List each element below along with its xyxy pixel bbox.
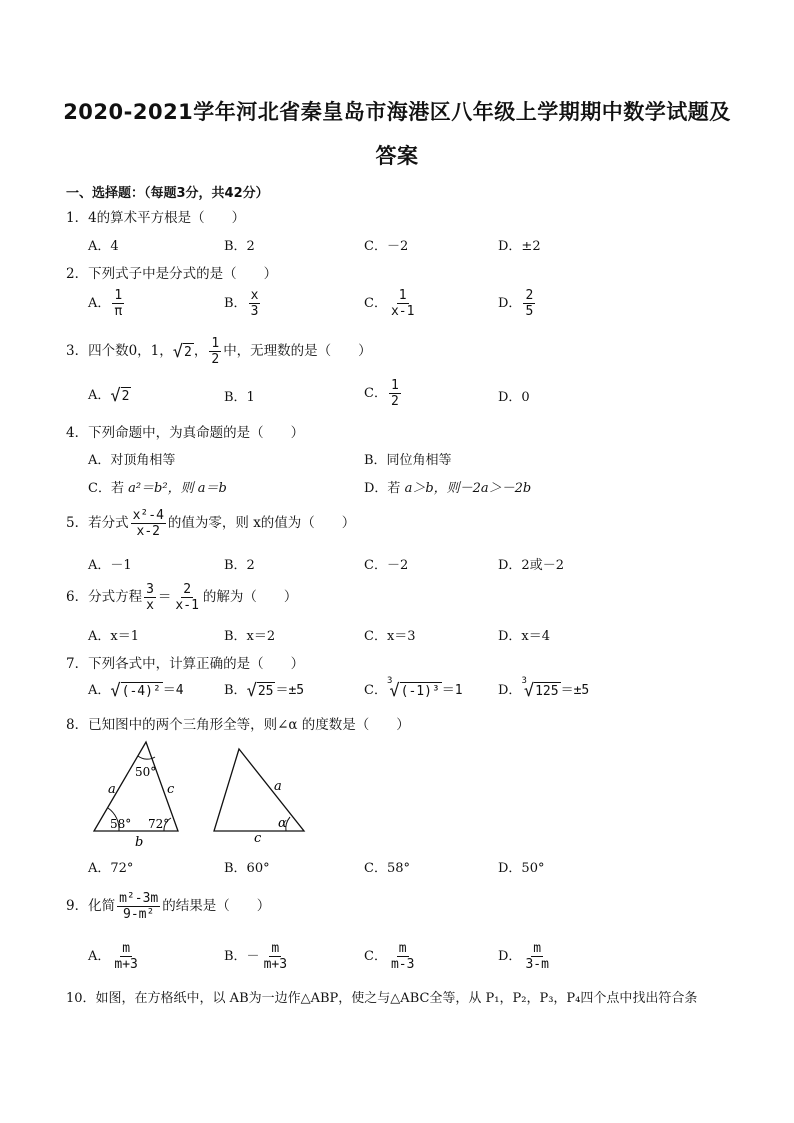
radicand: 25 [257, 683, 274, 699]
stem-text: 中，无理数的是（ ） [223, 343, 372, 359]
result: ＝1 [441, 683, 463, 698]
option-label: B． [224, 296, 247, 311]
denominator: 9-m² [123, 907, 155, 922]
q9-option-c [364, 941, 418, 972]
expression: a²＝b²，则 a＝b [128, 481, 227, 496]
q4-option-d [364, 477, 531, 496]
q8-option-b: B．60° [224, 861, 270, 876]
question-6-stem [66, 582, 297, 613]
fraction [389, 941, 416, 972]
q9-option-a [88, 941, 142, 972]
side-label-a: a [108, 782, 116, 797]
fraction [389, 378, 401, 409]
q3-option-c [364, 378, 403, 409]
q8-option-a: A．72° [88, 861, 134, 876]
option-label: D． [498, 296, 522, 311]
root-index: 3 [386, 675, 393, 686]
q5-option-b: B．2 [224, 558, 255, 573]
denominator: 2 [390, 394, 399, 409]
fraction [173, 582, 200, 613]
radicand: (-4)² [121, 683, 161, 699]
numerator: m [398, 941, 407, 956]
option-label: C． [364, 386, 387, 401]
denominator: 3-m [525, 957, 549, 972]
stem-text: 的值为零，则 x的值为（ ） [167, 515, 356, 531]
question-3-stem [66, 336, 372, 367]
numerator: 1 [390, 378, 399, 393]
section-heading: 一、选择题：（每题3分，共42分） [66, 186, 269, 201]
sqrt-expression: √ 2 [172, 341, 192, 362]
fraction [389, 288, 416, 319]
q4-option-b: B．同位角相等 [364, 453, 452, 468]
fraction [209, 336, 221, 367]
side-label-a: a [274, 779, 282, 794]
equals-sign: ＝ [157, 589, 172, 605]
option-label: A． [88, 296, 111, 311]
numerator: m²-3m [119, 891, 159, 906]
stem-text: 的解为（ ） [202, 589, 298, 605]
sqrt-expression: √ (-4)² [110, 680, 161, 701]
denominator: x-1 [390, 304, 415, 319]
angle-alpha-label: α [278, 816, 287, 831]
fraction [523, 941, 550, 972]
q7-option-a [88, 679, 184, 700]
option-label: C． [364, 683, 387, 698]
root-index: 3 [521, 675, 527, 686]
q7-option-c [364, 675, 463, 701]
denominator: 2 [211, 352, 220, 367]
numerator: m [533, 941, 542, 956]
q7-option-d [498, 675, 590, 701]
page-title-line2: 答案 [375, 144, 419, 168]
fraction [112, 941, 139, 972]
q9-option-d [498, 941, 553, 972]
question-10-stem: 10．如图，在方格纸中，以 AB为一边作△ABP，使之与△ABC全等，从 P₁，P₂，P₃，P₄四个点中找出符合条 [66, 991, 698, 1006]
fraction [249, 288, 261, 319]
numerator: 1 [211, 336, 220, 351]
radicand: (-1)³ [400, 683, 440, 699]
stem-text: ， [193, 343, 208, 359]
sqrt-expression: √ 2 [110, 385, 130, 406]
q4-option-a: A．对顶角相等 [88, 453, 176, 468]
fraction [112, 288, 124, 319]
triangle-1 [94, 742, 178, 850]
angle-label-left: 58° [110, 817, 132, 831]
expression: a＞b，则－2a＞－2b [404, 481, 532, 496]
numerator: 1 [398, 288, 407, 303]
q2-option-a [88, 288, 126, 319]
numerator: m [122, 941, 131, 956]
question-7-stem: 7．下列各式中，计算正确的是（ ） [66, 656, 305, 672]
question-2-stem: 2．下列式子中是分式的是（ ） [66, 266, 278, 282]
q3-option-d: D．0 [498, 390, 530, 405]
q6-option-d: D．x＝4 [498, 629, 551, 644]
option-label: B．－ [224, 949, 260, 964]
triangle-2 [214, 749, 304, 846]
side-label-b: b [135, 835, 144, 850]
question-9-stem [66, 891, 270, 922]
angle-label-right: 72° [148, 817, 170, 831]
q2-option-b [224, 288, 262, 319]
q6-option-c: C．x＝3 [364, 629, 416, 644]
denominator: x-1 [175, 598, 199, 613]
denominator: x-2 [136, 524, 160, 539]
cube-root-expression: 3 √ 125 [521, 675, 559, 701]
q2-option-c [364, 288, 418, 319]
denominator: 3 [250, 304, 259, 319]
q1-option-c: C．－2 [364, 239, 409, 254]
question-8-stem: 8．已知图中的两个三角形全等，则∠α 的度数是（ ） [66, 717, 410, 733]
q8-option-c: C．58° [364, 861, 410, 876]
q5-option-a: A．－1 [88, 558, 132, 573]
numerator: 2 [525, 288, 534, 303]
numerator: x²-4 [132, 508, 164, 523]
denominator: m-3 [390, 957, 415, 972]
side-label-c: c [254, 831, 262, 846]
numerator: 2 [183, 582, 192, 597]
question-1-stem: 1．4的算术平方根是（ ） [66, 210, 246, 226]
q2-option-d [498, 288, 537, 319]
denominator: 5 [525, 304, 534, 319]
fraction [131, 508, 166, 539]
q5-option-d: D．2或－2 [498, 558, 564, 573]
result: ＝4 [162, 683, 184, 698]
numerator: 1 [114, 288, 123, 303]
denominator: x [146, 598, 154, 613]
fraction [523, 288, 535, 319]
side-label-c: c [167, 782, 175, 797]
q1-option-d: D．±2 [498, 239, 541, 254]
option-label: D． [498, 949, 522, 964]
question-5-stem [66, 508, 355, 539]
numerator: x [250, 288, 259, 303]
stem-text: 6．分式方程 [66, 589, 143, 605]
q8-option-d: D．50° [498, 861, 545, 876]
result: ＝±5 [275, 683, 305, 698]
denominator: m+3 [263, 957, 288, 972]
q6-option-a: A．x＝1 [88, 629, 139, 644]
denominator: m+3 [114, 957, 138, 972]
sqrt-expression: √ 25 [246, 680, 274, 701]
option-label: A． [88, 949, 111, 964]
denominator: π [114, 304, 123, 319]
fraction [144, 582, 156, 613]
question-4-stem: 4．下列命题中，为真命题的是（ ） [66, 425, 305, 441]
option-label: C． [364, 949, 387, 964]
stem-text: 5．若分式 [66, 515, 129, 531]
option-label: A． [88, 683, 111, 698]
q1-option-a: A．4 [88, 239, 119, 254]
q6-option-b: B．x＝2 [224, 629, 276, 644]
radicand: 2 [184, 344, 192, 360]
option-label: C．若 [88, 481, 129, 496]
stem-text: 3．四个数0，1， [66, 343, 173, 359]
q4-option-c [88, 477, 227, 496]
q3-option-a [88, 384, 131, 405]
q1-option-b: B．2 [224, 239, 255, 254]
page-title: 2020-2021学年河北省秦皇岛市海港区八年级上学期期中数学试题及 [63, 100, 731, 124]
option-label: D． [498, 683, 522, 698]
fraction [117, 891, 160, 922]
option-label: B． [224, 683, 247, 698]
q9-option-b [224, 941, 291, 972]
angle-label-top: 50° [135, 765, 157, 779]
radicand: 125 [535, 683, 559, 699]
stem-text: 9．化简 [66, 898, 116, 914]
triangle-figures [86, 738, 316, 850]
numerator: 3 [146, 582, 154, 597]
option-label: A． [88, 388, 111, 403]
radicand: 2 [121, 388, 130, 404]
option-label: D．若 [364, 481, 405, 496]
cube-root-expression: 3 √ (-1)³ [386, 675, 440, 701]
q3-option-b: B．1 [224, 390, 255, 405]
q5-option-c: C．－2 [364, 558, 409, 573]
q7-option-b [224, 679, 304, 700]
stem-text: 的结果是（ ） [162, 898, 271, 914]
fraction [262, 941, 289, 972]
option-label: C． [364, 296, 387, 311]
result: ＝±5 [560, 683, 590, 698]
numerator: m [271, 941, 280, 956]
